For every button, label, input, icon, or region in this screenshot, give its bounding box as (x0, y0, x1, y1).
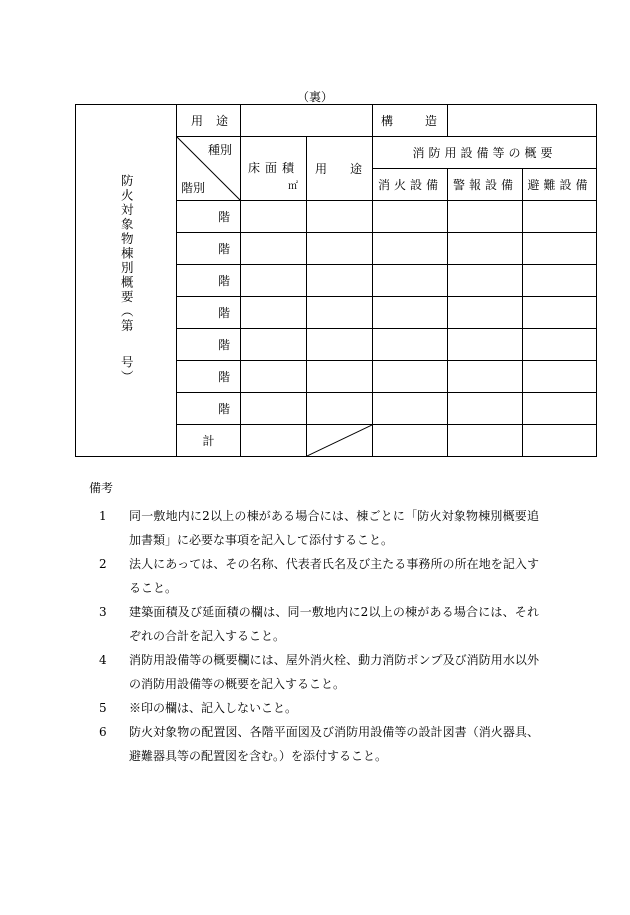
evacuation-field[interactable] (523, 297, 597, 329)
total-label: 計 (177, 425, 241, 457)
floor-area-field[interactable] (241, 297, 307, 329)
structure-value-field[interactable] (448, 105, 597, 137)
alarm-field[interactable] (448, 265, 523, 297)
fire-extinguishing-header: 消火設備 (373, 169, 448, 201)
building-summary-table (75, 104, 597, 457)
use-col-label-2: 途 (349, 162, 362, 176)
floor-row-label: 階 (177, 361, 241, 393)
total-use-blank (307, 425, 373, 457)
structure-label-1: 構 (381, 114, 394, 128)
note-text: ※印の欄は、記入しないこと。 (129, 701, 298, 715)
notes-heading: 備考 (89, 481, 114, 495)
note-number: 1 (99, 509, 107, 523)
alarm-field[interactable] (448, 233, 523, 265)
page-side-label: （裏） (296, 90, 333, 104)
use-label-1: 用 (191, 114, 204, 128)
extinguishing-field[interactable] (373, 297, 448, 329)
note-number: 2 (99, 557, 107, 571)
note-text: 防火対象物の配置図、各階平面図及び消防用設備等の設計図書（消火器具、避難器具等の配置図を含む。）を添付すること。 (129, 725, 539, 763)
floor-row-label: 階 (177, 233, 241, 265)
alarm-field[interactable] (448, 297, 523, 329)
evacuation-equipment-header: 避難設備 (523, 169, 597, 201)
floor-row-label: 階 (177, 265, 241, 297)
total-floor-area-field[interactable] (241, 425, 307, 457)
floor-area-field[interactable] (241, 361, 307, 393)
floor-area-unit: ㎡ (288, 181, 298, 192)
note-text: 消防用設備等の概要欄には、屋外消火栓、動力消防ポンプ及び消防用水以外の消防用設備等の概要を記入すること。 (129, 653, 539, 691)
alarm-field[interactable] (448, 393, 523, 425)
use-value-field[interactable] (241, 105, 373, 137)
floor-area-field[interactable] (241, 329, 307, 361)
evacuation-field[interactable] (523, 201, 597, 233)
notes-section (89, 476, 539, 768)
note-item (89, 720, 539, 768)
use-field[interactable] (307, 297, 373, 329)
use-column-header (307, 137, 373, 201)
note-item (89, 600, 539, 648)
use-label-2: 途 (215, 114, 228, 128)
use-field[interactable] (307, 361, 373, 393)
note-number: 3 (99, 605, 107, 619)
total-alarm-field[interactable] (448, 425, 523, 457)
sidebar-title-bottom: 号） (119, 355, 135, 385)
structure-label-2: 造 (424, 114, 437, 128)
floor-row-label: 階 (177, 329, 241, 361)
diagonal-strike (307, 425, 372, 456)
evacuation-field[interactable] (523, 233, 597, 265)
extinguishing-field[interactable] (373, 329, 448, 361)
floor-area-field[interactable] (241, 233, 307, 265)
floor-area-field[interactable] (241, 201, 307, 233)
use-field[interactable] (307, 233, 373, 265)
floor-row-label: 階 (177, 393, 241, 425)
total-extinguishing-field[interactable] (373, 425, 448, 457)
note-item (89, 648, 539, 696)
note-item (89, 696, 539, 720)
alarm-field[interactable] (448, 361, 523, 393)
note-text: 法人にあっては、その名称、代表者氏名及び主たる事務所の所在地を記入すること。 (129, 557, 539, 595)
floor-label: 階別 (181, 181, 206, 195)
note-number: 4 (99, 653, 107, 667)
alarm-field[interactable] (448, 201, 523, 233)
fire-equipment-header: 消防用設備等の概要 (373, 137, 597, 169)
use-label-cell (177, 105, 241, 137)
use-field[interactable] (307, 393, 373, 425)
note-item (89, 504, 539, 552)
floor-area-header (241, 137, 307, 201)
use-field[interactable] (307, 201, 373, 233)
evacuation-field[interactable] (523, 393, 597, 425)
alarm-field[interactable] (448, 329, 523, 361)
note-number: 5 (99, 701, 107, 715)
extinguishing-field[interactable] (373, 361, 448, 393)
extinguishing-field[interactable] (373, 233, 448, 265)
total-evacuation-field[interactable] (523, 425, 597, 457)
floor-area-label: 床面積 (247, 161, 299, 175)
evacuation-field[interactable] (523, 361, 597, 393)
extinguishing-field[interactable] (373, 201, 448, 233)
evacuation-field[interactable] (523, 265, 597, 297)
kind-floor-header (177, 137, 241, 201)
extinguishing-field[interactable] (373, 265, 448, 297)
floor-area-field[interactable] (241, 265, 307, 297)
kind-label: 種別 (207, 143, 232, 157)
use-col-label-1: 用 (315, 162, 328, 176)
note-text: 同一敷地内に2以上の棟がある場合には、棟ごとに「防火対象物棟別概要追加書類」に必要な事項を記入して添付すること。 (129, 509, 539, 547)
evacuation-field[interactable] (523, 329, 597, 361)
use-field[interactable] (307, 329, 373, 361)
note-number: 6 (99, 725, 107, 739)
alarm-equipment-header: 警報設備 (448, 169, 523, 201)
floor-row-label: 階 (177, 201, 241, 233)
use-field[interactable] (307, 265, 373, 297)
sidebar-title-top: 防火対象物棟別概要（第 (119, 173, 135, 334)
floor-row-label: 階 (177, 297, 241, 329)
note-item (89, 552, 539, 600)
note-text: 建築面積及び延面積の欄は、同一敷地内に2以上の棟がある場合には、それぞれの合計を記入すること。 (129, 605, 539, 643)
extinguishing-field[interactable] (373, 393, 448, 425)
sidebar-title (120, 174, 133, 385)
sidebar-title-cell (76, 105, 177, 457)
structure-label-cell (373, 105, 448, 137)
floor-area-field[interactable] (241, 393, 307, 425)
